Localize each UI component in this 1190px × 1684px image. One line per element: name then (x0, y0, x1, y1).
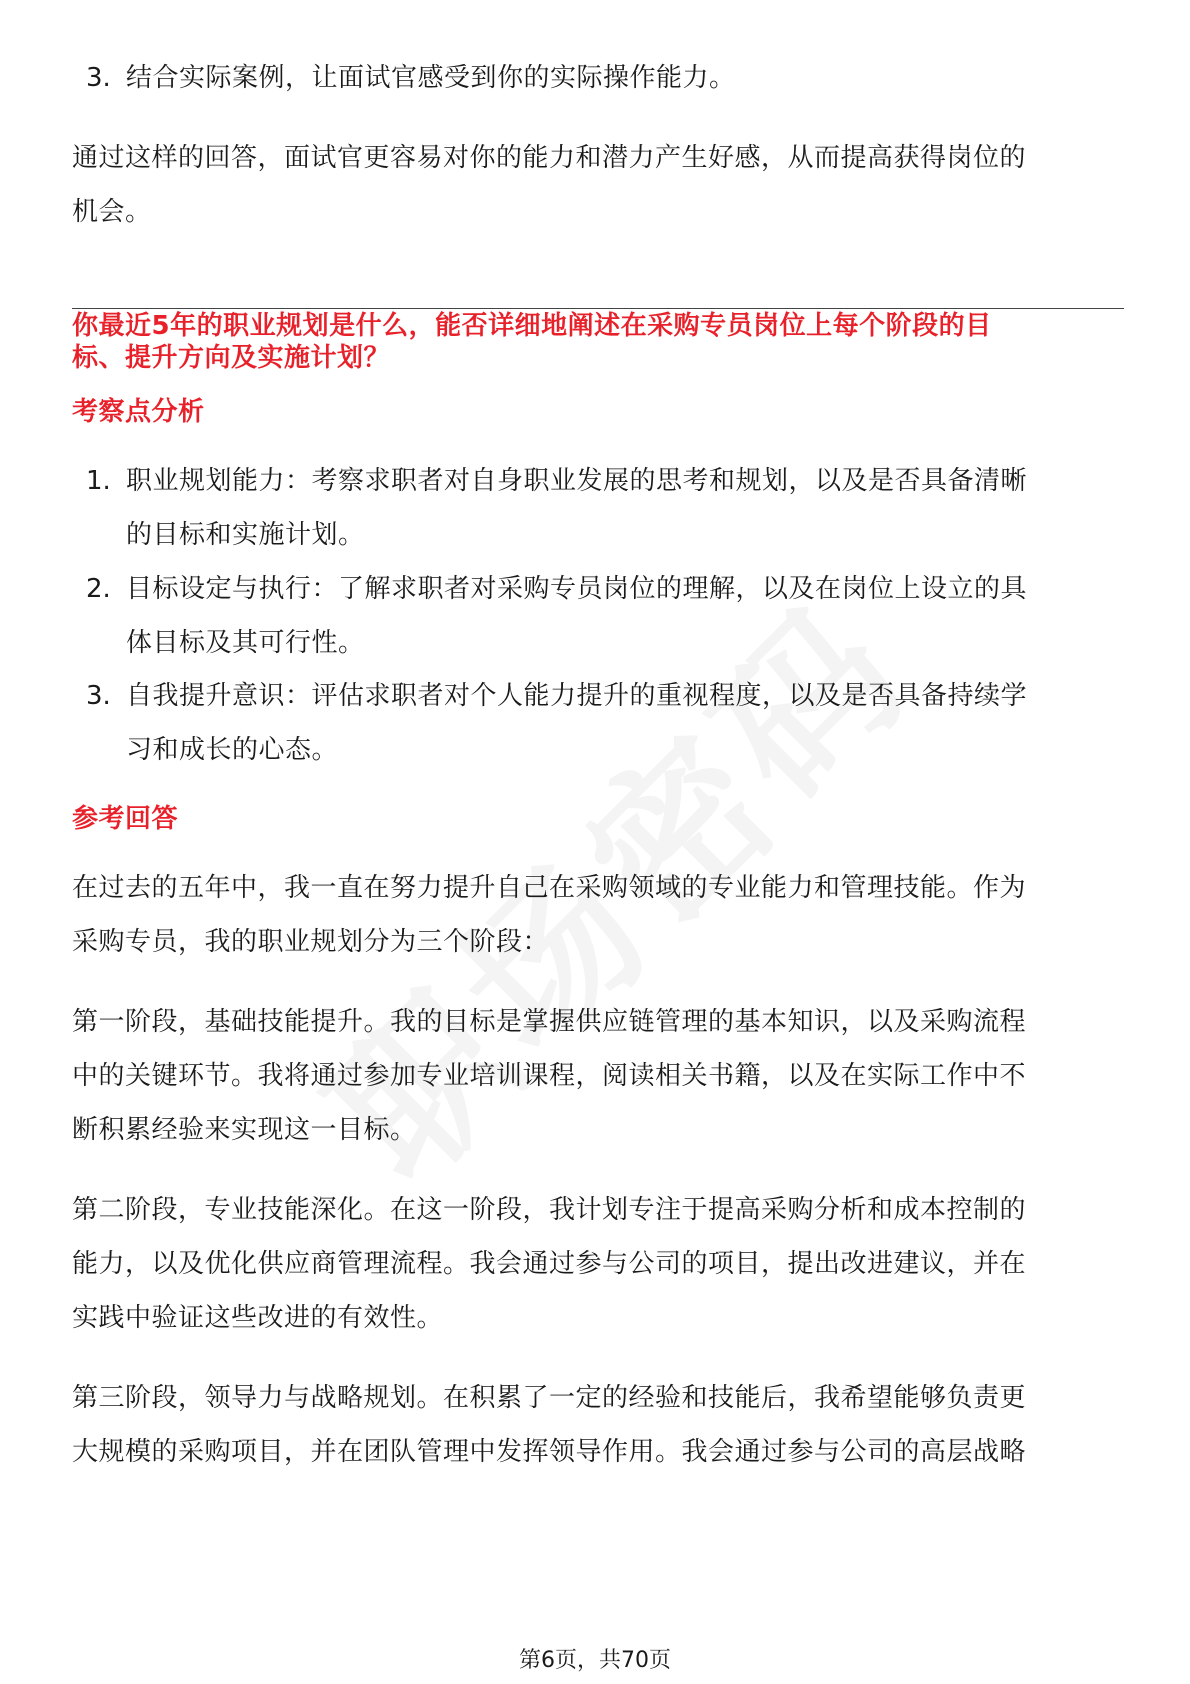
answer-line: 在过去的五年中，我一直在努力提升自己在采购领域的专业能力和管理技能。作为 (72, 873, 1027, 903)
list-item-text: 职业规划能力：考察求职者对自身职业发展的思考和规划，以及是否具备清晰 (126, 466, 1028, 496)
answer-line: 第三阶段，领导力与战略规划。在积累了一定的经验和技能后，我希望能够负责更 (72, 1383, 1027, 1413)
list-number: 1. (86, 466, 111, 496)
answer-line: 第一阶段，基础技能提升。我的目标是掌握供应链管理的基本知识，以及采购流程 (72, 1007, 1027, 1037)
answer-line: 断积累经验来实现这一目标。 (72, 1115, 417, 1145)
answer-line: 能力，以及优化供应商管理流程。我会通过参与公司的项目，提出改进建议，并在 (72, 1249, 1027, 1279)
analysis-heading: 考察点分析 (72, 397, 205, 427)
document-page (72, 0, 1124, 1684)
list-number: 2. (86, 574, 111, 604)
answer-line: 实践中验证这些改进的有效性。 (72, 1303, 444, 1333)
list-item-text: 自我提升意识：评估求职者对个人能力提升的重视程度，以及是否具备持续学 (126, 681, 1028, 711)
answer-line: 大规模的采购项目，并在团队管理中发挥领导作用。我会通过参与公司的高层战略 (72, 1437, 1027, 1467)
list-item-text: 的目标和实施计划。 (126, 520, 365, 550)
answer-line: 第二阶段，专业技能深化。在这一阶段，我计划专注于提高采购分析和成本控制的 (72, 1195, 1027, 1225)
summary-line: 通过这样的回答，面试官更容易对你的能力和潜力产生好感，从而提高获得岗位的 (72, 143, 1027, 173)
answer-heading: 参考回答 (72, 804, 179, 834)
page-number-footer: 第6页，共70页 (519, 1648, 671, 1673)
summary-line: 机会。 (72, 197, 152, 227)
answer-line: 采购专员，我的职业规划分为三个阶段： (72, 927, 550, 957)
answer-line: 中的关键环节。我将通过参加专业培训课程，阅读相关书籍，以及在实际工作中不 (72, 1061, 1027, 1091)
question-title: 标、提升方向及实施计划？ (72, 343, 391, 373)
question-title: 你最近5年的职业规划是什么，能否详细地阐述在采购专员岗位上每个阶段的目 (72, 311, 992, 341)
list-number: 3. (86, 681, 111, 711)
list-item-text: 目标设定与执行：了解求职者对采购专员岗位的理解，以及在岗位上设立的具 (126, 574, 1028, 604)
list-item-text: 体目标及其可行性。 (126, 628, 365, 658)
list-item-text: 结合实际案例，让面试官感受到你的实际操作能力。 (126, 63, 736, 93)
list-item-text: 习和成长的心态。 (126, 735, 339, 765)
list-number: 3. (86, 63, 111, 93)
